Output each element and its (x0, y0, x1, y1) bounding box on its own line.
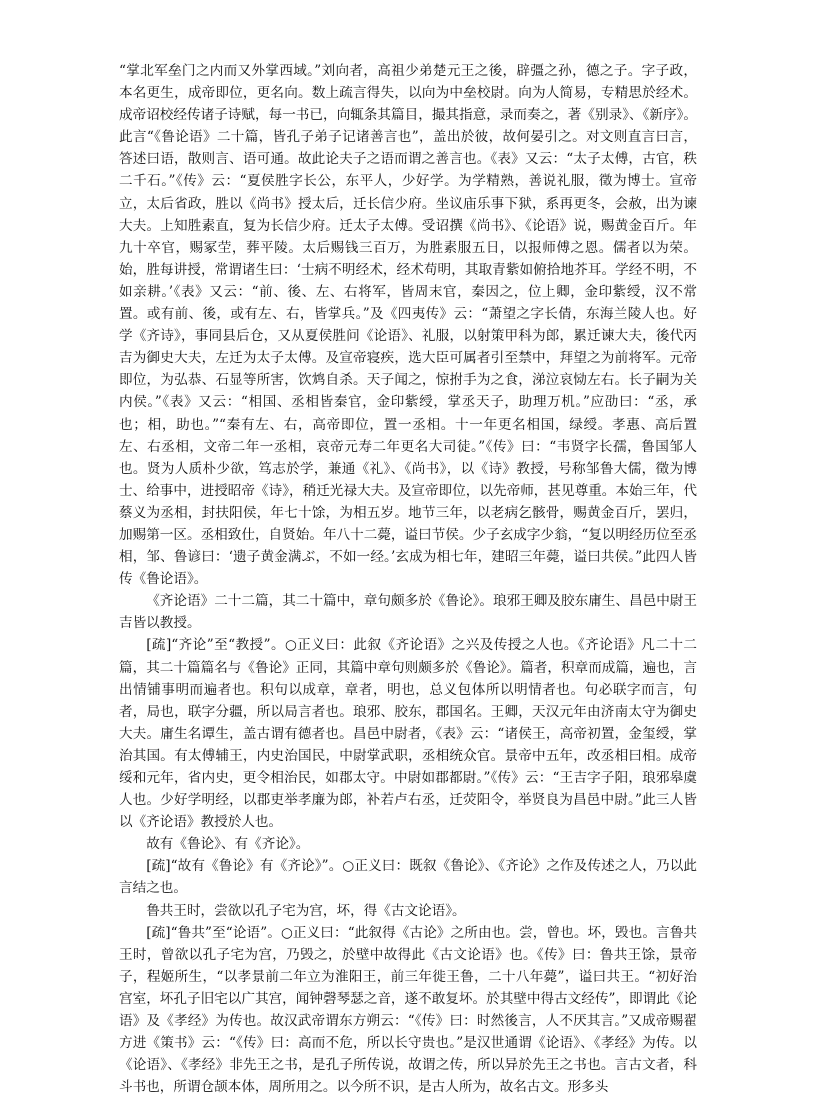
paragraph-commentary-qi-lun: [疏]“齐论”至“教授”。○正义曰：此叙《齐论语》之兴及传授之人也。《齐论语》凡二十二篇，其二十篇篇名与《鲁论》正同，其篇中章句则颇多於《鲁论》。篇者，积章而成篇，遍也，言出情铺事明而遍者也。积句以成章，章者，明也，总义包体所以明情者也。句必联字而言，句者，局也，联字分疆，所以局言者也。琅邪、胶东，郡国名。王卿，天汉元年由济南太守为御史大夫。庸生名谭生，盖古谓有德者也。昌邑中尉者，《表》云：“诸侯王，高帝初置，金玺绶，掌治其国。有太傅辅王，内史治国民，中尉掌武职，丞相统众官。景帝中五年，改丞相曰相。成帝绥和元年，省内史，更令相治民，如郡太守。中尉如郡都尉。”《传》云：“王吉字子阳，琅邪皋虞人也。少好学明经，以郡吏举孝廉为郎，补若卢右丞，迁荧阳令，举贤良为昌邑中尉。”此三人皆以《齐论语》教授於人也。 (119, 637, 697, 831)
paragraph-main-lu-qi: 故有《鲁论》、有《齐论》。 (146, 836, 310, 853)
paragraph-commentary-lu-qi: [疏]“故有《鲁论》有《齐论》”。○正义曰：既叙《鲁论》、《齐论》之作及传述之人，乃以此言结之也。 (119, 858, 697, 897)
paragraph-main-qi-lunyu: 《齐论语》二十二篇，其二十篇中，章句颇多於《鲁论》。琅邪王卿及胶东庸生、昌邑中尉王吉皆以教授。 (119, 593, 697, 632)
document-page (119, 60, 697, 1098)
paragraph-main-lu-gong: 鲁共王时，尝欲以孔子宅为宫，坏，得《古文论语》。 (146, 902, 466, 919)
paragraph-commentary-1: “掌北军垒门之内而又外掌西域。”刘向者，高祖少弟楚元王之後，辟彊之孙，德之子。字子政，本名更生，成帝即位，更名向。数上疏言得失，以向为中垒校尉。向为人简易，专精思於经术。成帝诏校经传诸子诗赋，每一书已，向辄条其篇目，撮其指意，录而奏之，著《别录》、《新序》。此言“《鲁论语》二十篇，皆孔子弟子记诸善言也”，盖出於彼，故何晏引之。对文则直言曰言，答述曰语，散则言、语可通。故此论夫子之语而谓之善言也。《表》又云：“太子太傅，古官，秩二千石。”《传》云：“夏侯胜字长公，东平人，少好学。为学精熟，善说礼服，徵为博士。宣帝立，太后省政，胜以《尚书》授太后，迁长信少府。坐议庙乐事下狱，系再更冬，会赦，出为谏大夫。上知胜素直，复为长信少府。迁太子太傅。受诏撰《尚书》、《论语》说，赐黄金百斤。年九十卒官，赐冢茔，葬平陵。太后赐钱三百万，为胜素服五日，以报师傅之恩。儒者以为荣。始，胜每讲授，常谓诸生曰：‘士病不明经术，经术苟明，其取青紫如俯拾地芥耳。学经不明，不如亲耕。’《表》又云：“前、後、左、右将军，皆周末官，秦因之，位上卿，金印紫绶，汉不常置。或有前、後，或有左、右，皆掌兵。”及《四夷传》云：“萧望之字长倩，东海兰陵人也。好学《齐诗》，事同县后仓，又从夏侯胜问《论语》、礼服，以射策甲科为郎，累迁谏大夫，後代丙吉为御史大夫，左迁为太子太傅。及宣帝寝疾，选大臣可属者引至禁中，拜望之为前将军。元帝即位，为弘恭、石显等所害，饮鸩自杀。天子闻之，惊拊手为之食，涕泣哀恸左右。长子嗣为关内侯。”《表》又云：“相国、丞相皆秦官，金印紫绶，掌丞天子，助理万机。”应劭曰：“丞，承也；相，助也。”“秦有左、右，高帝即位，置一丞相。十一年更名相国，绿绶。孝惠、高后置左、右丞相，文帝二年一丞相，哀帝元寿二年更名大司徒。”《传》曰：“韦贤字长孺，鲁国邹人也。贤为人质朴少欲，笃志於学，兼通《礼》、《尚书》，以《诗》教授，号称邹鲁大儒，徵为博士、给事中，进授昭帝《诗》，稍迁光禄大夫。及宣帝即位，以先帝师，甚见尊重。本始三年，代蔡义为丞相，封扶阳侯，年七十馀，为相五岁。地节三年，以老病乞骸骨，赐黄金百斤，罢归，加赐第一区。丞相致仕，自贤始。年八十二薨，谥曰节侯。少子玄成字少翁，“复以明经历位至丞相，邹、鲁谚曰：‘遗子黄金满ぶ，不如一经。’玄成为相七年，建昭三年薨，谥曰共侯。”此四人皆传《鲁论语》。 (119, 63, 697, 588)
paragraph-commentary-lu-gong: [疏]“鲁共”至“论语”。○正义曰：“此叙得《古论》之所由也。尝，曾也。坏，毁也。言鲁共王时，曾欲以孔子宅为宫，乃毁之，於壁中故得此《古文论语》也。《传》曰：鲁共王馀，景帝子，程姬所生，“以孝景前二年立为淮阳王，前三年徙王鲁，二十八年薨”，谥曰共王。“初好治宫室，坏孔子旧宅以广其宫，闻钟磬琴瑟之音，遂不敢复坏。於其壁中得古文经传”，即谓此《论语》及《孝经》为传也。故汉武帝谓东方朔云：“《传》曰：时然後言，人不厌其言。”又成帝赐翟方进《策书》云：“《传》曰：高而不危，所以长守贵也。”是汉世通谓《论语》、《孝经》为传。以《论语》、《孝经》非先王之书，是孔子所传说，故谓之传，所以异於先王之书也。言古文者，科斗书也，所谓仓颉本体，周所用之。以今所不识，是古人所为，故名古文。形多头 (119, 924, 697, 1096)
